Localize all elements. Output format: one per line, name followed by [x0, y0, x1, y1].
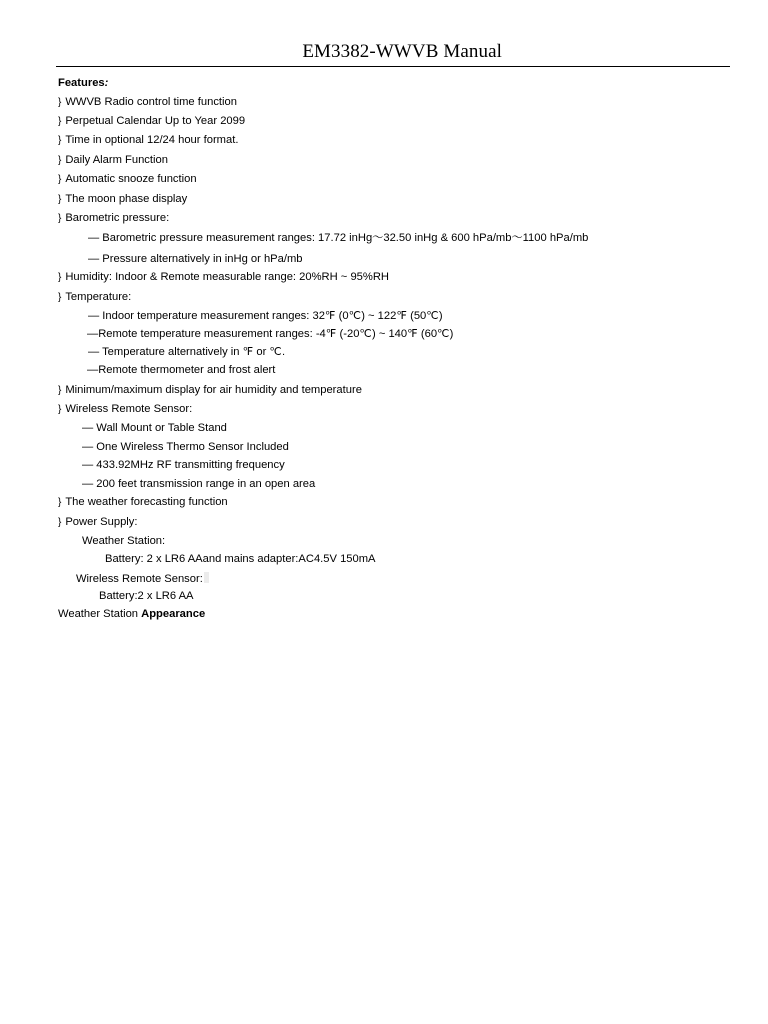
bullet-icon: }: [58, 135, 62, 146]
list-item: [58, 212, 169, 225]
sub-item: — Pressure alternatively in inHg or hPa/mb: [88, 253, 303, 265]
item-text: The weather forecasting function: [65, 496, 228, 508]
bullet-icon: }: [58, 517, 62, 528]
sub-item: Battery:2 x LR6 AA: [99, 590, 194, 602]
features-heading-colon: :: [104, 77, 109, 89]
item-text: Minimum/maximum display for air humidity and temperature: [65, 384, 362, 396]
bullet-icon: }: [58, 194, 62, 205]
list-item: [58, 516, 137, 529]
item-text: Time in optional 12/24 hour format.: [65, 134, 239, 146]
sub-item: — One Wireless Thermo Sensor Included: [82, 441, 289, 453]
sub-item: — Indoor temperature measurement ranges: 32℉ (0℃) ~ 122℉ (50℃): [88, 310, 443, 322]
item-text: Power Supply:: [65, 516, 138, 528]
bullet-icon: }: [58, 116, 62, 127]
bullet-icon: }: [58, 385, 62, 396]
sub-item: — Barometric pressure measurement ranges: 17.72 inHg～32.50 inHg & 600 hPa/mb～1100 hPa/mb: [88, 232, 589, 244]
item-text: Automatic snooze function: [65, 173, 197, 185]
list-item: [58, 384, 362, 397]
bullet-icon: }: [58, 272, 62, 283]
bullet-icon: }: [58, 97, 62, 108]
item-text: Wireless Remote Sensor:: [65, 403, 193, 415]
bullet-icon: }: [58, 155, 62, 166]
list-item: [58, 115, 245, 128]
features-heading: [58, 77, 108, 90]
bullet-icon: }: [58, 213, 62, 224]
bullet-icon: }: [58, 292, 62, 303]
sub-item: — Temperature alternatively in ℉ or ℃.: [88, 346, 286, 358]
features-heading-text: Features: [58, 77, 105, 89]
sub-item: —Remote temperature measurement ranges: -4℉ (-20℃) ~ 140℉ (60℃): [87, 328, 454, 340]
item-text: Barometric pressure:: [65, 212, 170, 224]
sub-item: — 200 feet transmission range in an open area: [82, 478, 316, 490]
item-text: The moon phase display: [65, 193, 188, 205]
list-item: [58, 96, 237, 109]
appearance-prefix: Weather Station: [58, 608, 142, 620]
sub-item: — Wall Mount or Table Stand: [82, 422, 227, 434]
item-text: Daily Alarm Function: [65, 154, 168, 166]
appearance-bold: Appearance: [141, 608, 206, 620]
sub-item: — 433.92MHz RF transmitting frequency: [82, 459, 285, 471]
list-item: [58, 173, 197, 186]
appearance-heading: [58, 608, 205, 621]
item-text: Temperature:: [65, 291, 132, 303]
bullet-icon: }: [58, 174, 62, 185]
sub-item: [76, 572, 209, 586]
sub-item: Battery: 2 x LR6 AAand mains adapter:AC4.5V 150mA: [105, 553, 376, 565]
list-item: [58, 134, 238, 147]
list-item: [58, 403, 192, 416]
page-title: EM3382-WWVB Manual: [302, 41, 502, 62]
shading-mark: [204, 572, 209, 583]
list-item: [58, 193, 187, 206]
bullet-icon: }: [58, 404, 62, 415]
item-text: Perpetual Calendar Up to Year 2099: [65, 115, 246, 127]
list-item: [58, 496, 228, 509]
item-text: WWVB Radio control time function: [65, 96, 237, 108]
bullet-icon: }: [58, 497, 62, 508]
item-text: Humidity: Indoor & Remote measurable range: 20%RH ~ 95%RH: [65, 271, 390, 283]
list-item: [58, 154, 168, 167]
list-item: [58, 271, 389, 284]
title-rule: [56, 66, 730, 67]
list-item: [58, 291, 131, 304]
sub-item: —Remote thermometer and frost alert: [87, 364, 276, 376]
sub-item-text: Wireless Remote Sensor:: [76, 573, 203, 585]
sub-item: Weather Station:: [82, 535, 166, 547]
